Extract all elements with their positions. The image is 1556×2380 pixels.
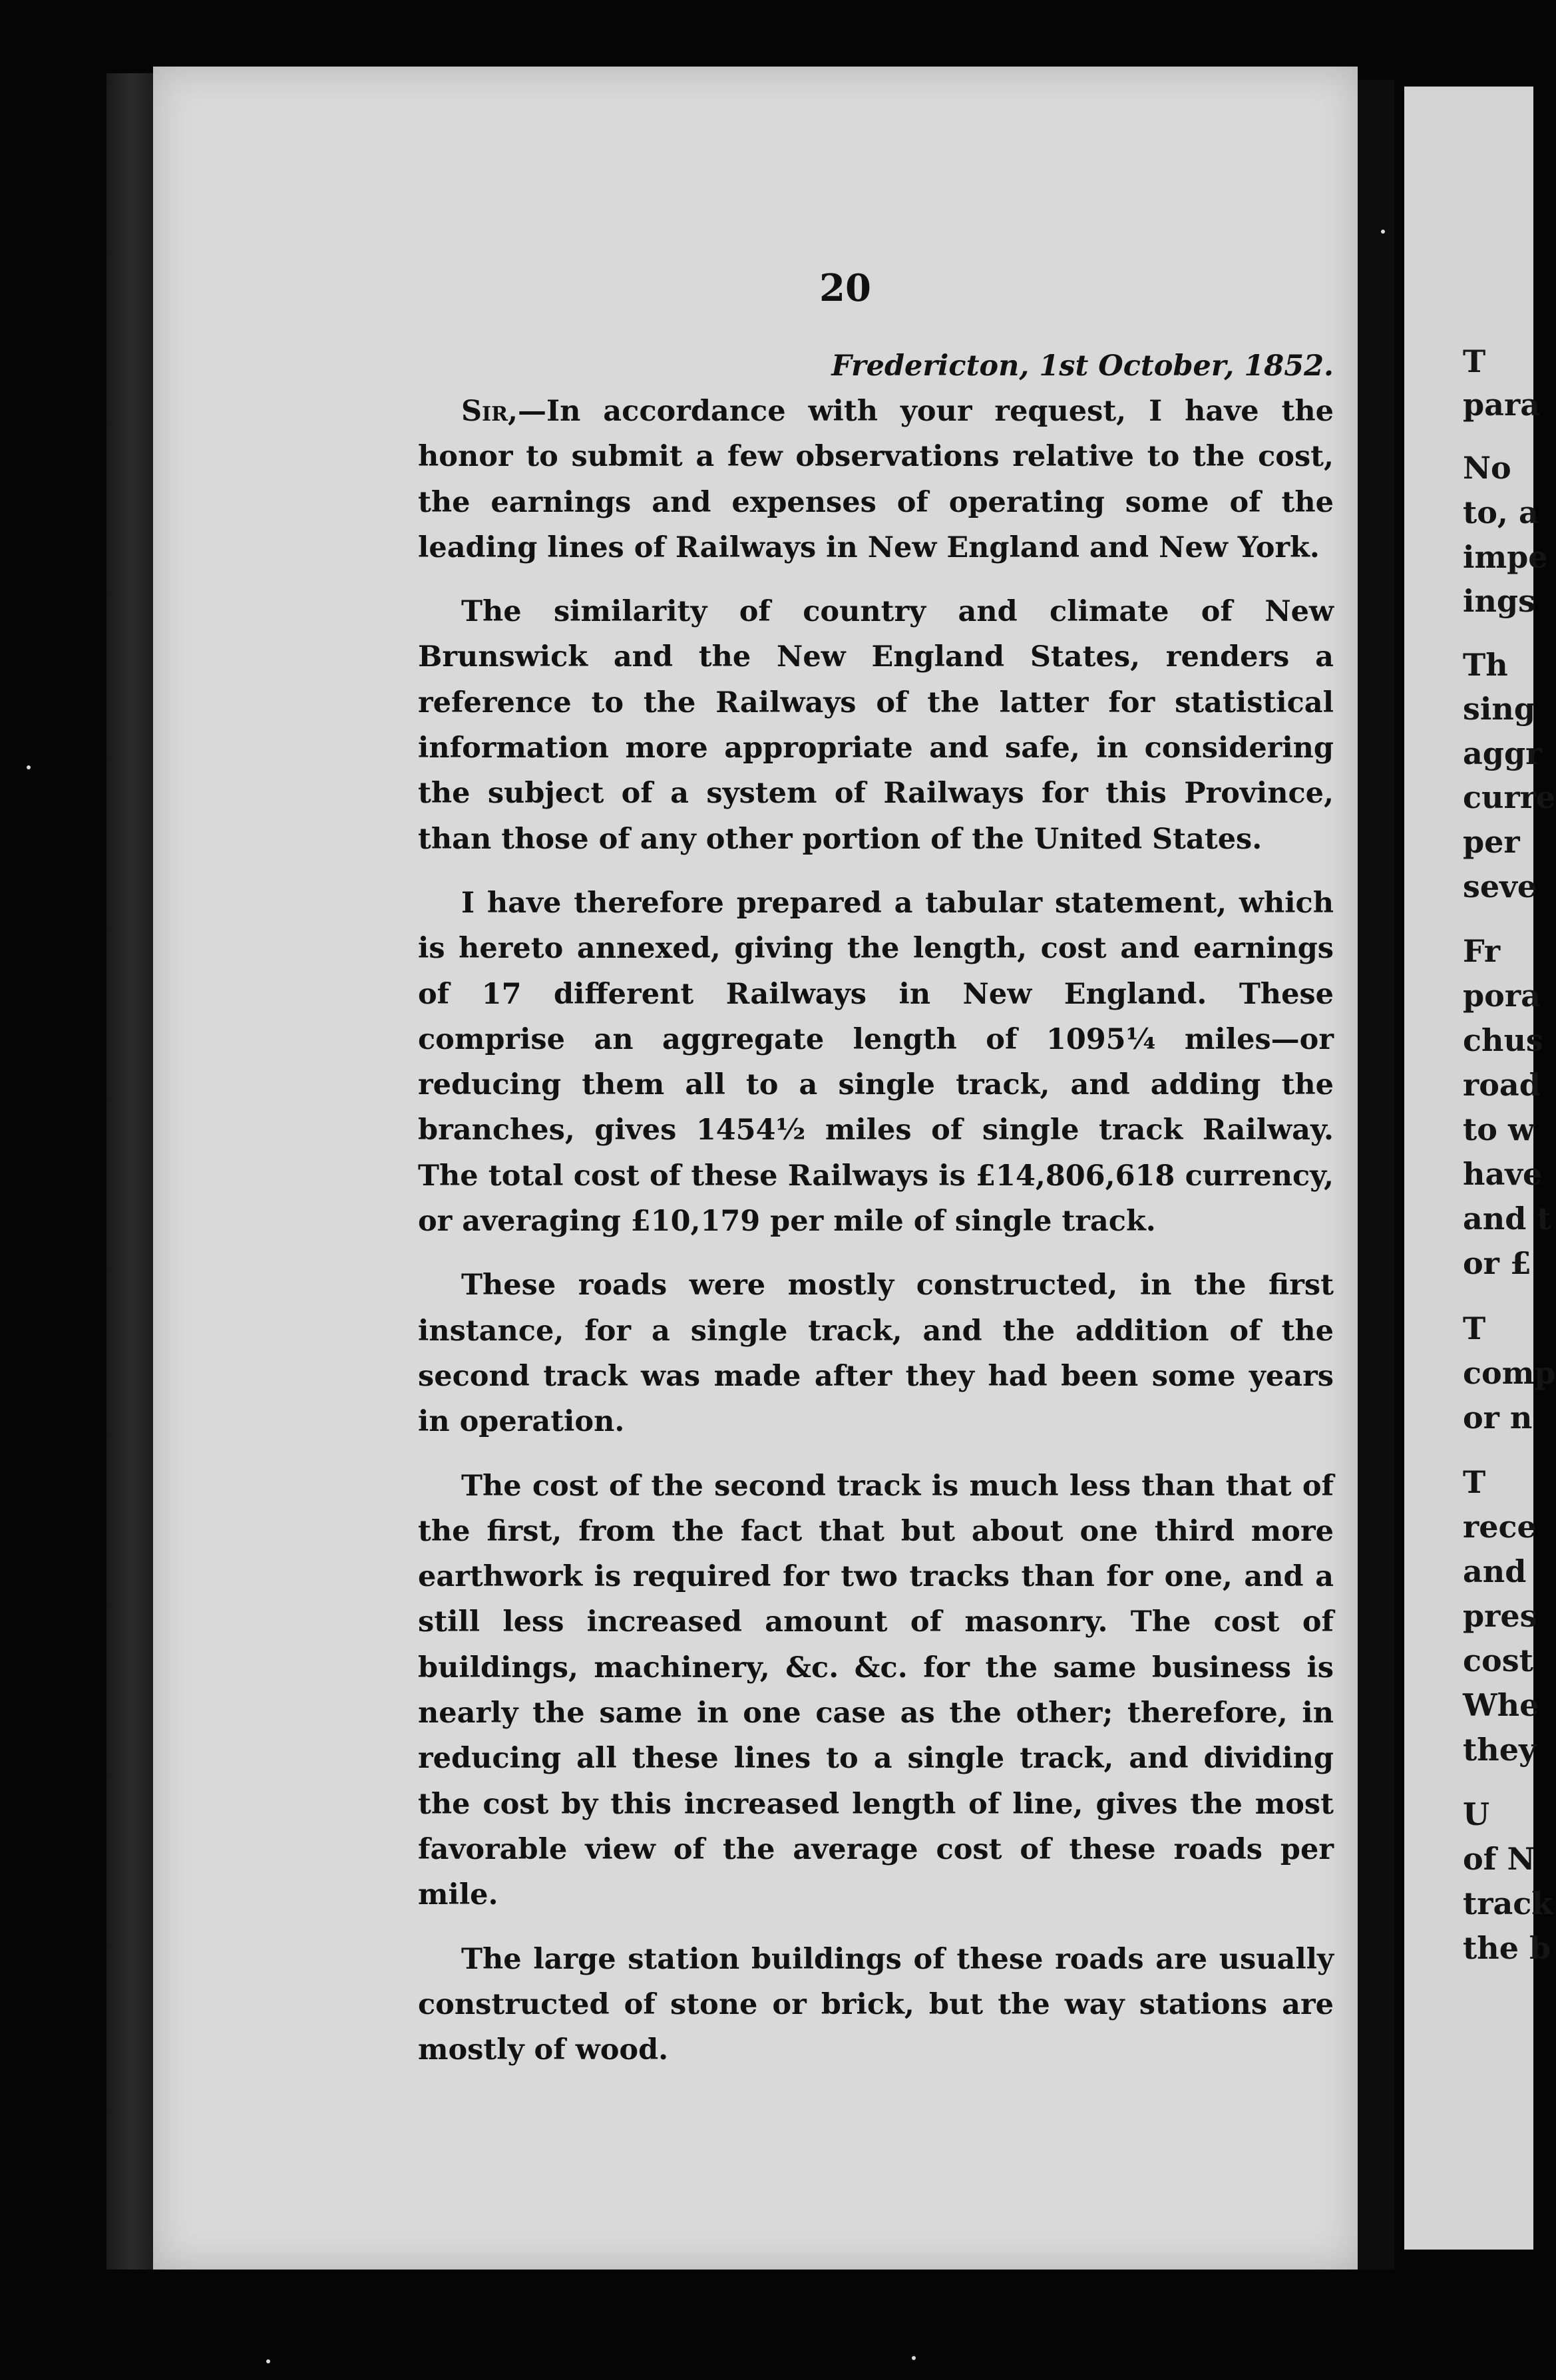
page-number: 20 (819, 266, 871, 310)
adjacent-page-fragment (1404, 87, 1556, 2250)
next-page-line: to w (1463, 1111, 1535, 1147)
paragraph-1-text: —In accordance with your request, I have the honor to submit a few observations relative to the cost, the earnings and expenses of operating some of the leading lines of Railways in New England and New York. (418, 395, 1334, 564)
paragraph-3: I have therefore prepared a tabular statement, which is hereto annexed, giving the length, cost and earnings of 17 different Railways in New England. These comprise an aggregate length of 1095¼ miles—or reducing them all to a single track, and adding the branches, gives 1454½ miles of single track Railway. The total cost of these Railways is £14,806,618 currency, or averaging £10,179 per mile of single track. (418, 886, 1334, 1239)
next-page-line: Whe (1463, 1687, 1539, 1723)
next-page-line: they (1463, 1732, 1537, 1768)
next-page-line: T (1463, 1464, 1486, 1500)
letter-body (418, 343, 1334, 2073)
paragraph-2: The similarity of country and climate of New Brunswick and the New England States, renders a reference to the Railways of the latter for statistical information more appropriate and safe, in considering the subject of a system of Railways for this Province, than those of any other portion of the United States. (418, 595, 1334, 856)
next-page-line: or n (1463, 1400, 1533, 1436)
next-page-line: para (1463, 387, 1541, 423)
next-page-line: road (1463, 1067, 1541, 1103)
next-page-line: to, a (1463, 495, 1539, 530)
next-page-line: chus (1463, 1022, 1543, 1058)
next-page-line: comp (1463, 1355, 1556, 1391)
next-page-line: sing (1463, 691, 1535, 727)
scan-speck (1381, 230, 1385, 234)
scan-speck (266, 2359, 270, 2363)
next-page-line: and (1463, 1553, 1527, 1589)
next-page-line: Fr (1463, 933, 1501, 969)
next-page-line: T (1463, 343, 1486, 379)
next-page-line: the b (1463, 1930, 1551, 1966)
next-page-line: have (1463, 1156, 1543, 1192)
next-page-line: pora (1463, 978, 1541, 1014)
salutation: Sir, (461, 395, 518, 428)
next-page-line: pres (1463, 1598, 1537, 1634)
next-page-line: ings (1463, 583, 1535, 619)
next-page-line: Th (1463, 647, 1508, 683)
paragraph-5: The cost of the second track is much less than that of the first, from the fact that but about one third more earthwork is required for two tracks than for one, and a still less increased amount of masonry. The cost of buildings, machinery, &c. &c. for the same business is nearly the same in one case as the other; therefore, in reducing all these lines to a single track, and dividing the cost by this increased length of line, gives the most favorable view of the average cost of these roads per mile. (418, 1469, 1334, 1912)
next-page-line: U (1463, 1796, 1490, 1832)
next-page-line: T (1463, 1310, 1486, 1346)
paragraph-4: These roads were mostly constructed, in the first instance, for a single track, and the addition of the second track was made after they had been some years in operation. (418, 1269, 1334, 1439)
next-page-line: or £ (1463, 1245, 1531, 1281)
next-page-line: of N (1463, 1841, 1535, 1877)
scan-speck (27, 765, 31, 769)
dateline: Fredericton, 1st October, 1852. (831, 349, 1334, 383)
scan-speck (912, 2356, 916, 2360)
next-page-line: seve (1463, 869, 1537, 904)
next-page-line: per (1463, 824, 1520, 860)
paragraph-6: The large station buildings of these roads are usually constructed of stone or brick, but the way stations are mostly of wood. (418, 1942, 1334, 2067)
paragraph-1 (418, 389, 1334, 570)
next-page-line: cost (1463, 1643, 1533, 1679)
page-gutter (1358, 80, 1394, 2270)
next-page-line: and t (1463, 1201, 1551, 1237)
next-page-line: rece (1463, 1509, 1537, 1545)
next-page-line: track (1463, 1885, 1553, 1921)
next-page-line: aggr (1463, 735, 1542, 771)
next-page-line: curre (1463, 779, 1556, 815)
next-page-line: No (1463, 450, 1511, 486)
next-page-line: impe (1463, 539, 1548, 575)
